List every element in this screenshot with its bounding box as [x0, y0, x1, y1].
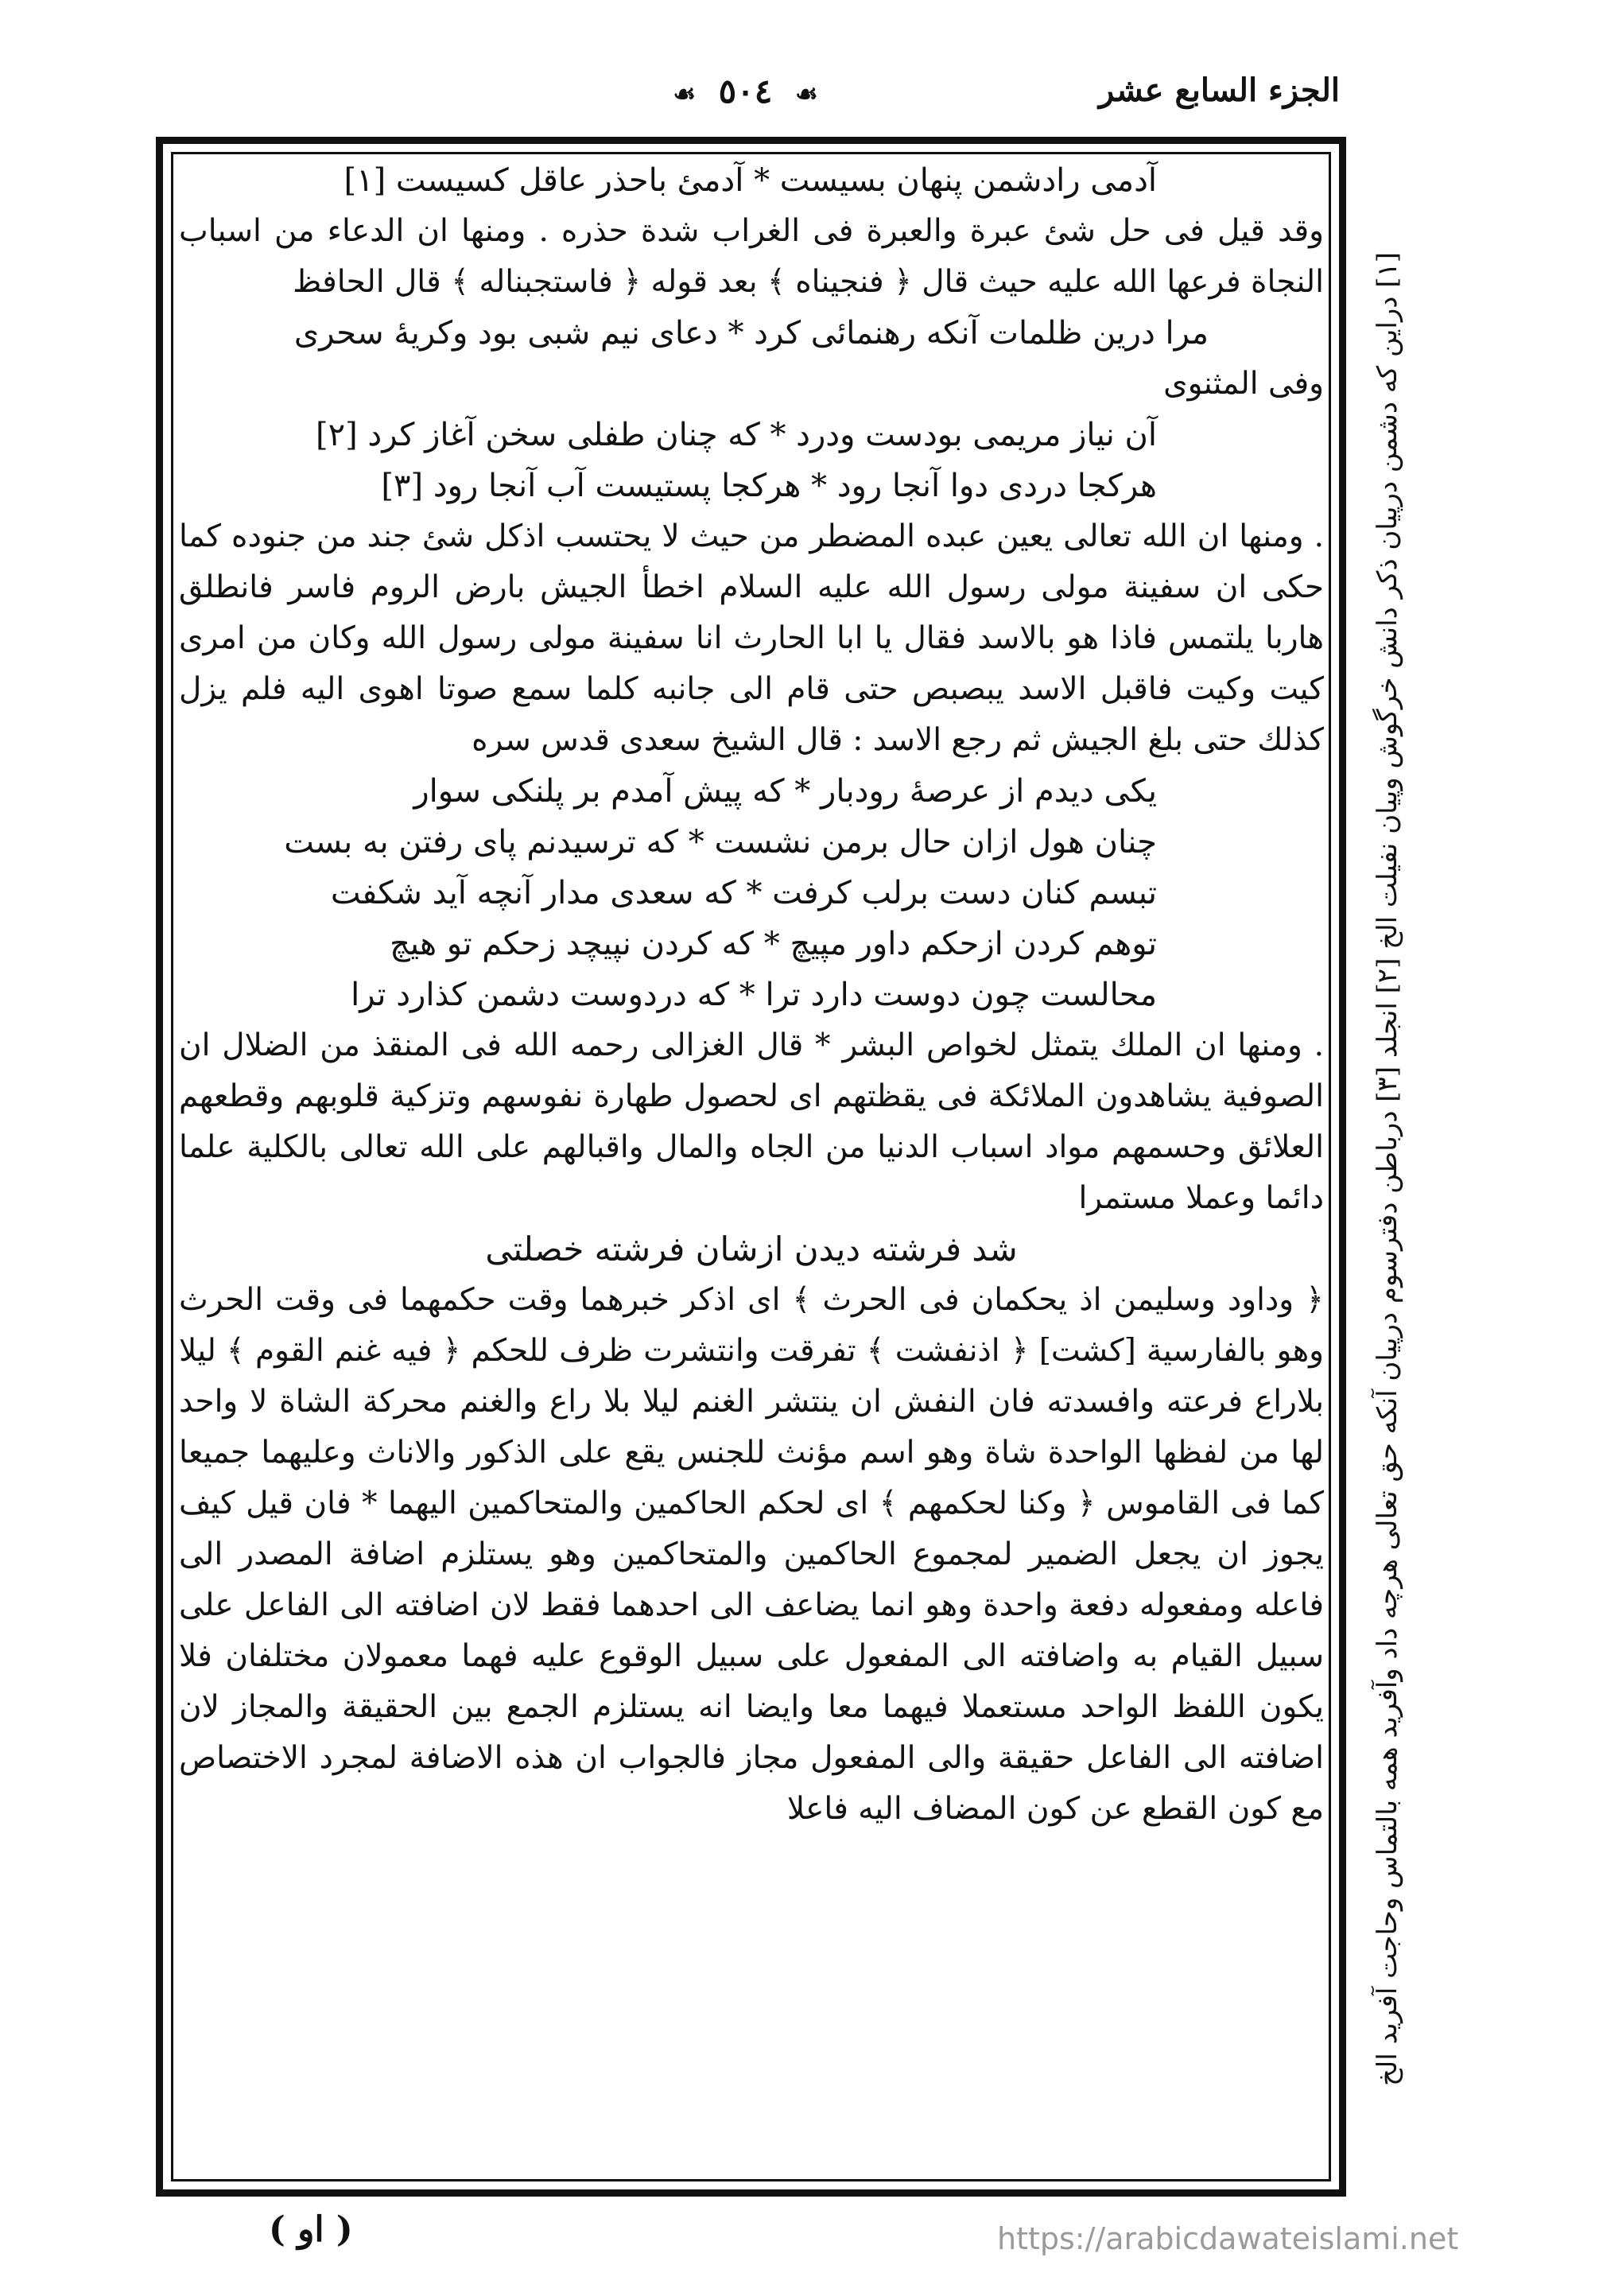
- ornament-left-icon: ☙: [794, 79, 818, 109]
- paragraph: وفى المثنوى: [1163, 366, 1324, 402]
- page-number-line: [151, 72, 1340, 111]
- verse-line: هركجا دردى دوا آنجا رود * هركجا پستيست آب آنجا رود [٣]: [381, 468, 1157, 504]
- part-title: الجزء السابع عشر: [1098, 72, 1340, 109]
- paragraph: . ومنها ان الله تعالى يعين عبده المضطر من حيث لا يحتسب اذكل شئ جند من جنوده كما حكى ان سفينة مولى رسول الله عليه السلام اخطأ الجيش بارض الروم فاسر فانطلق هاربا يلتمس فاذا هو بالاسد فقال يا ابا الحارث انا سفينة مولى رسول الله وكان من امرى كيت وكيت فاقبل الاسد يبصبص حتى قام الى جانبه كلما سمع صوتا اهوى اليه فلم يزل كذلك حتى بلغ الجيش ثم رجع الاسد : قال الشيخ سعدى قدس سره: [179, 519, 1324, 758]
- paragraph: وقد قيل فى حل شئ عبرة والعبرة فى الغراب شدة حذره . ومنها ان الدعاء من اسباب النجاة فرعها الله عليه حيث قال ﴿ فنجيناه ﴾ بعد قوله ﴿ فاستجبناله ﴾ قال الحافظ: [179, 213, 1324, 300]
- margin-notes: [1360, 119, 1415, 2219]
- verse-line: مرا درين ظلمات آنكه رهنمائى كرد * دعاى نيم شبى بود وكريهٔ سحرى: [293, 315, 1209, 352]
- paragraph: . ومنها ان الملك يتمثل لخواص البشر * قال الغزالى رحمه الله فى المنقذ من الضلال ان الصوفية يشاهدون الملائكة فى يقظتهم اى لحصول طهارة نفوسهم وتزكية قلوبهم وقطعهم العلائق وحسمهم مواد اسباب الدنيا من الجاه والمال واقبالهم على الله تعالى بالكلية علما دائما وعملا مستمرا: [179, 1028, 1324, 1216]
- verse-line: چنان هول ازان حال برمن نشست * كه ترسيدنم پاى رفتن به بست: [284, 824, 1157, 861]
- main-text: [179, 155, 1324, 2179]
- watermark-url: https://arabicdawateislami.net: [997, 2221, 1459, 2256]
- verse-line: آن نياز مريمى بودست ودرد * كه چنان طفلى سخن آغاز كرد [٢]: [316, 417, 1157, 453]
- ornament-right-icon: ☙: [673, 79, 697, 109]
- page-number: ٥٠٤: [718, 72, 773, 111]
- paragraph: ﴿ وداود وسليمن اذ يحكمان فى الحرث ﴾ اى اذكر خبرهما وقت حكمهما فى وقت الحرث وهو بالفارسية [كشت] ﴿ اذنفشت ﴾ تفرقت وانتشرت ظرف للحكم ﴿ فيه غنم القوم ﴾ ليلا بلاراع فرعته وافسدته فان النفش ان ينتشر الغنم ليلا بلا راع والغنم محركة الشاة لا واحد لها من لفظها الواحدة شاة وهو اسم مؤنث للجنس يقع على الذكور والاناث وعليهما جميعا كما فى القاموس ﴿ وكنا لحكمهم ﴾ اى لحكم الحاكمين والمتحاكمين اليهما * فان قيل كيف يجوز ان يجعل الضمير لمجموع الحاكمين والمتحاكمين وهو يستلزم اضافة المصدر الى فاعله ومفعوله دفعة واحدة وهو انما يضاعف الى احدهما فقط لان اضافته الى الفاعل على سبيل القيام به واضافته الى المفعول على سبيل الوقوع عليه فهما معمولان مختلفان فلا يكون اللفظ الواحد مستعملا فيهما معا وايضا انه يستلزم الجمع بين الحقيقة والمجاز لان اضافته الى الفاعل حقيقة والى المفعول مجاز فالجواب ان هذه الاضافة لمجرد الاختصاص مع كون القطع عن كون المضاف اليه فاعلا: [179, 1282, 1324, 1827]
- verse-line: محالست چون دوست دارد ترا * كه دردوست دشمن كذارد ترا: [351, 977, 1157, 1013]
- section-heading: شد فرشته ديدن ازشان فرشته خصلتى: [485, 1230, 1018, 1268]
- verse-line: توهم كردن ازحكم داور مپيچ * كه كردن نپيچد زحكم تو هيچ: [390, 926, 1157, 962]
- page-header: [151, 72, 1340, 127]
- verse-line: يكى ديدم از عرصهٔ رودبار * كه پيش آمدم بر پلنكى سوار: [413, 773, 1157, 810]
- footer-catchword: ( او ): [269, 2209, 353, 2250]
- verse-line: آدمى رادشمن پنهان بسيست * آدمئ باحذر عاقل كسيست [١]: [343, 162, 1157, 199]
- verse-line: تبسم كنان دست برلب كرفت * كه سعدى مدار آنچه آيد شكفت: [330, 875, 1157, 911]
- margin-note-text: [١] دراين كه دشمن درپيان ذكر دانش خرگوش وپيان نفيلت الخ [٢] انجلد [٣] درباطن دفترسوم درپيان آنكه حق تعالى هرچه داد وآفريد همه بالتماس وحاجت آفريد الخ: [1372, 251, 1403, 2087]
